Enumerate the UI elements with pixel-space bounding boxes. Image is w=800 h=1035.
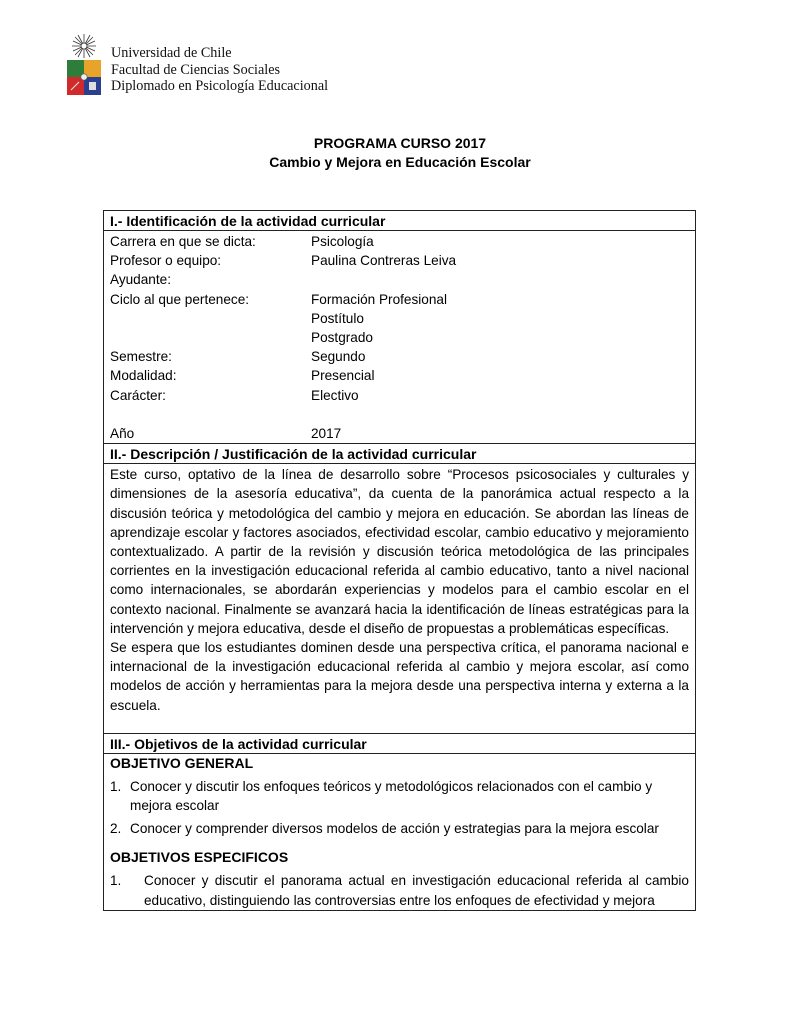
document-title [0, 134, 800, 172]
info-row [110, 290, 689, 309]
info-label: Ciclo al que pertenece: [110, 291, 250, 307]
info-value [311, 405, 685, 424]
objective-item [110, 777, 689, 815]
section-1-body [104, 231, 695, 444]
university-crest-icon [64, 32, 104, 98]
specific-objectives-list [104, 871, 695, 909]
section-2-body [104, 464, 695, 734]
info-value: Formación Profesional [311, 291, 447, 307]
info-value [311, 270, 685, 289]
section-3-body [104, 754, 695, 910]
info-row [110, 232, 689, 251]
info-value: Electivo [311, 387, 359, 403]
info-label [110, 328, 311, 347]
objective-item [110, 819, 689, 838]
info-value: Postítulo [311, 310, 364, 326]
description-paragraph: Este curso, optativo de la línea de desarrollo sobre “Procesos psicosociales y culturales y dimensiones de la asesoría educativa”, da cuenta de la panorámica actual respecto a la discusión teórica y metodológica del cambio y mejora en educación. Se abordan las líneas de aprendizaje escolar y factores asociados, efectividad escolar, cambio educativo y mejoramiento contextualizado. A partir de la revisión y discusión teórica metodológica de las principales corrientes en la investigación educacional referida al cambio educativo, tanto a nivel nacional como internacionales, se abordarán experiencias y modelos para el cambio escolar en el contexto nacional. Finalmente se avanzará hacia la identificación de líneas estratégicas para la intervención y mejora educativa, desde el diseño de propuestas a problemáticas específicas. [110, 467, 689, 636]
info-value: Postgrado [311, 330, 373, 346]
title-line-2: Cambio y Mejora en Educación Escolar [269, 154, 531, 170]
info-label [110, 405, 311, 424]
info-value: Presencial [311, 368, 375, 384]
faculty-name: Facultad de Ciencias Sociales [111, 61, 281, 78]
info-row [110, 270, 689, 289]
objective-item [110, 871, 689, 909]
objective-text: Conocer y discutir el panorama actual en investigación educacional referida al cambio educativo, distinguiendo las controversias entre los enfoques de efectividad y mejora [144, 873, 689, 908]
info-value: Psicología [311, 234, 374, 249]
info-row [110, 328, 689, 347]
info-label: Profesor o equipo: [110, 253, 222, 269]
university-name: Universidad de Chile [111, 45, 232, 61]
info-row [110, 424, 689, 443]
info-label: Carácter: [110, 387, 166, 403]
objective-text: Conocer y discutir los enfoques teóricos y metodológicos relacionados con el cambio y mejora escolar [130, 778, 653, 814]
info-label: Ayudante: [110, 272, 171, 288]
specific-objectives-title: OBJETIVOS ESPECIFICOS [110, 849, 289, 866]
info-row [110, 405, 689, 424]
info-row [110, 366, 689, 385]
title-line-1: PROGRAMA CURSO 2017 [313, 135, 487, 151]
section-1-heading: I.- Identificación de la actividad curricular [104, 211, 695, 231]
info-value: Paulina Contreras Leiva [311, 253, 457, 269]
section-2-heading: II.- Descripción / Justificación de la actividad curricular [104, 444, 695, 464]
info-row [110, 386, 689, 405]
info-value: Segundo [311, 349, 366, 365]
description-paragraph: Se espera que los estudiantes dominen desde una perspectiva crítica, el panorama nacional e internacional de la investigación educacional referida al cambio y mejora escolar, así como modelos de acción y herramientas para la mejora desde una perspectiva interna y externa a la escuela. [110, 640, 689, 713]
objective-number: 2. [110, 821, 122, 837]
info-label: Semestre: [110, 349, 172, 365]
info-row [110, 251, 689, 270]
info-row [110, 309, 689, 328]
info-label: Año [110, 426, 135, 442]
curricular-table [103, 210, 696, 911]
objective-number: 1. [110, 873, 122, 889]
letterhead [64, 32, 329, 98]
general-objectives-list [104, 777, 695, 839]
objective-text: Conocer y comprender diversos modelos de acción y estrategias para la mejora escolar [130, 821, 659, 837]
info-label: Modalidad: [110, 368, 177, 384]
section-3-heading: III.- Objetivos de la actividad curricular [104, 734, 695, 754]
letterhead-text [111, 45, 328, 95]
program-name: Diplomado en Psicología Educacional [111, 78, 329, 94]
objective-number: 1. [110, 778, 122, 794]
info-row [110, 347, 689, 366]
info-value: 2017 [311, 426, 342, 442]
general-objective-title: OBJETIVO GENERAL [110, 754, 254, 771]
info-label: Carrera en que se dicta: [110, 234, 256, 249]
info-label [110, 309, 311, 328]
